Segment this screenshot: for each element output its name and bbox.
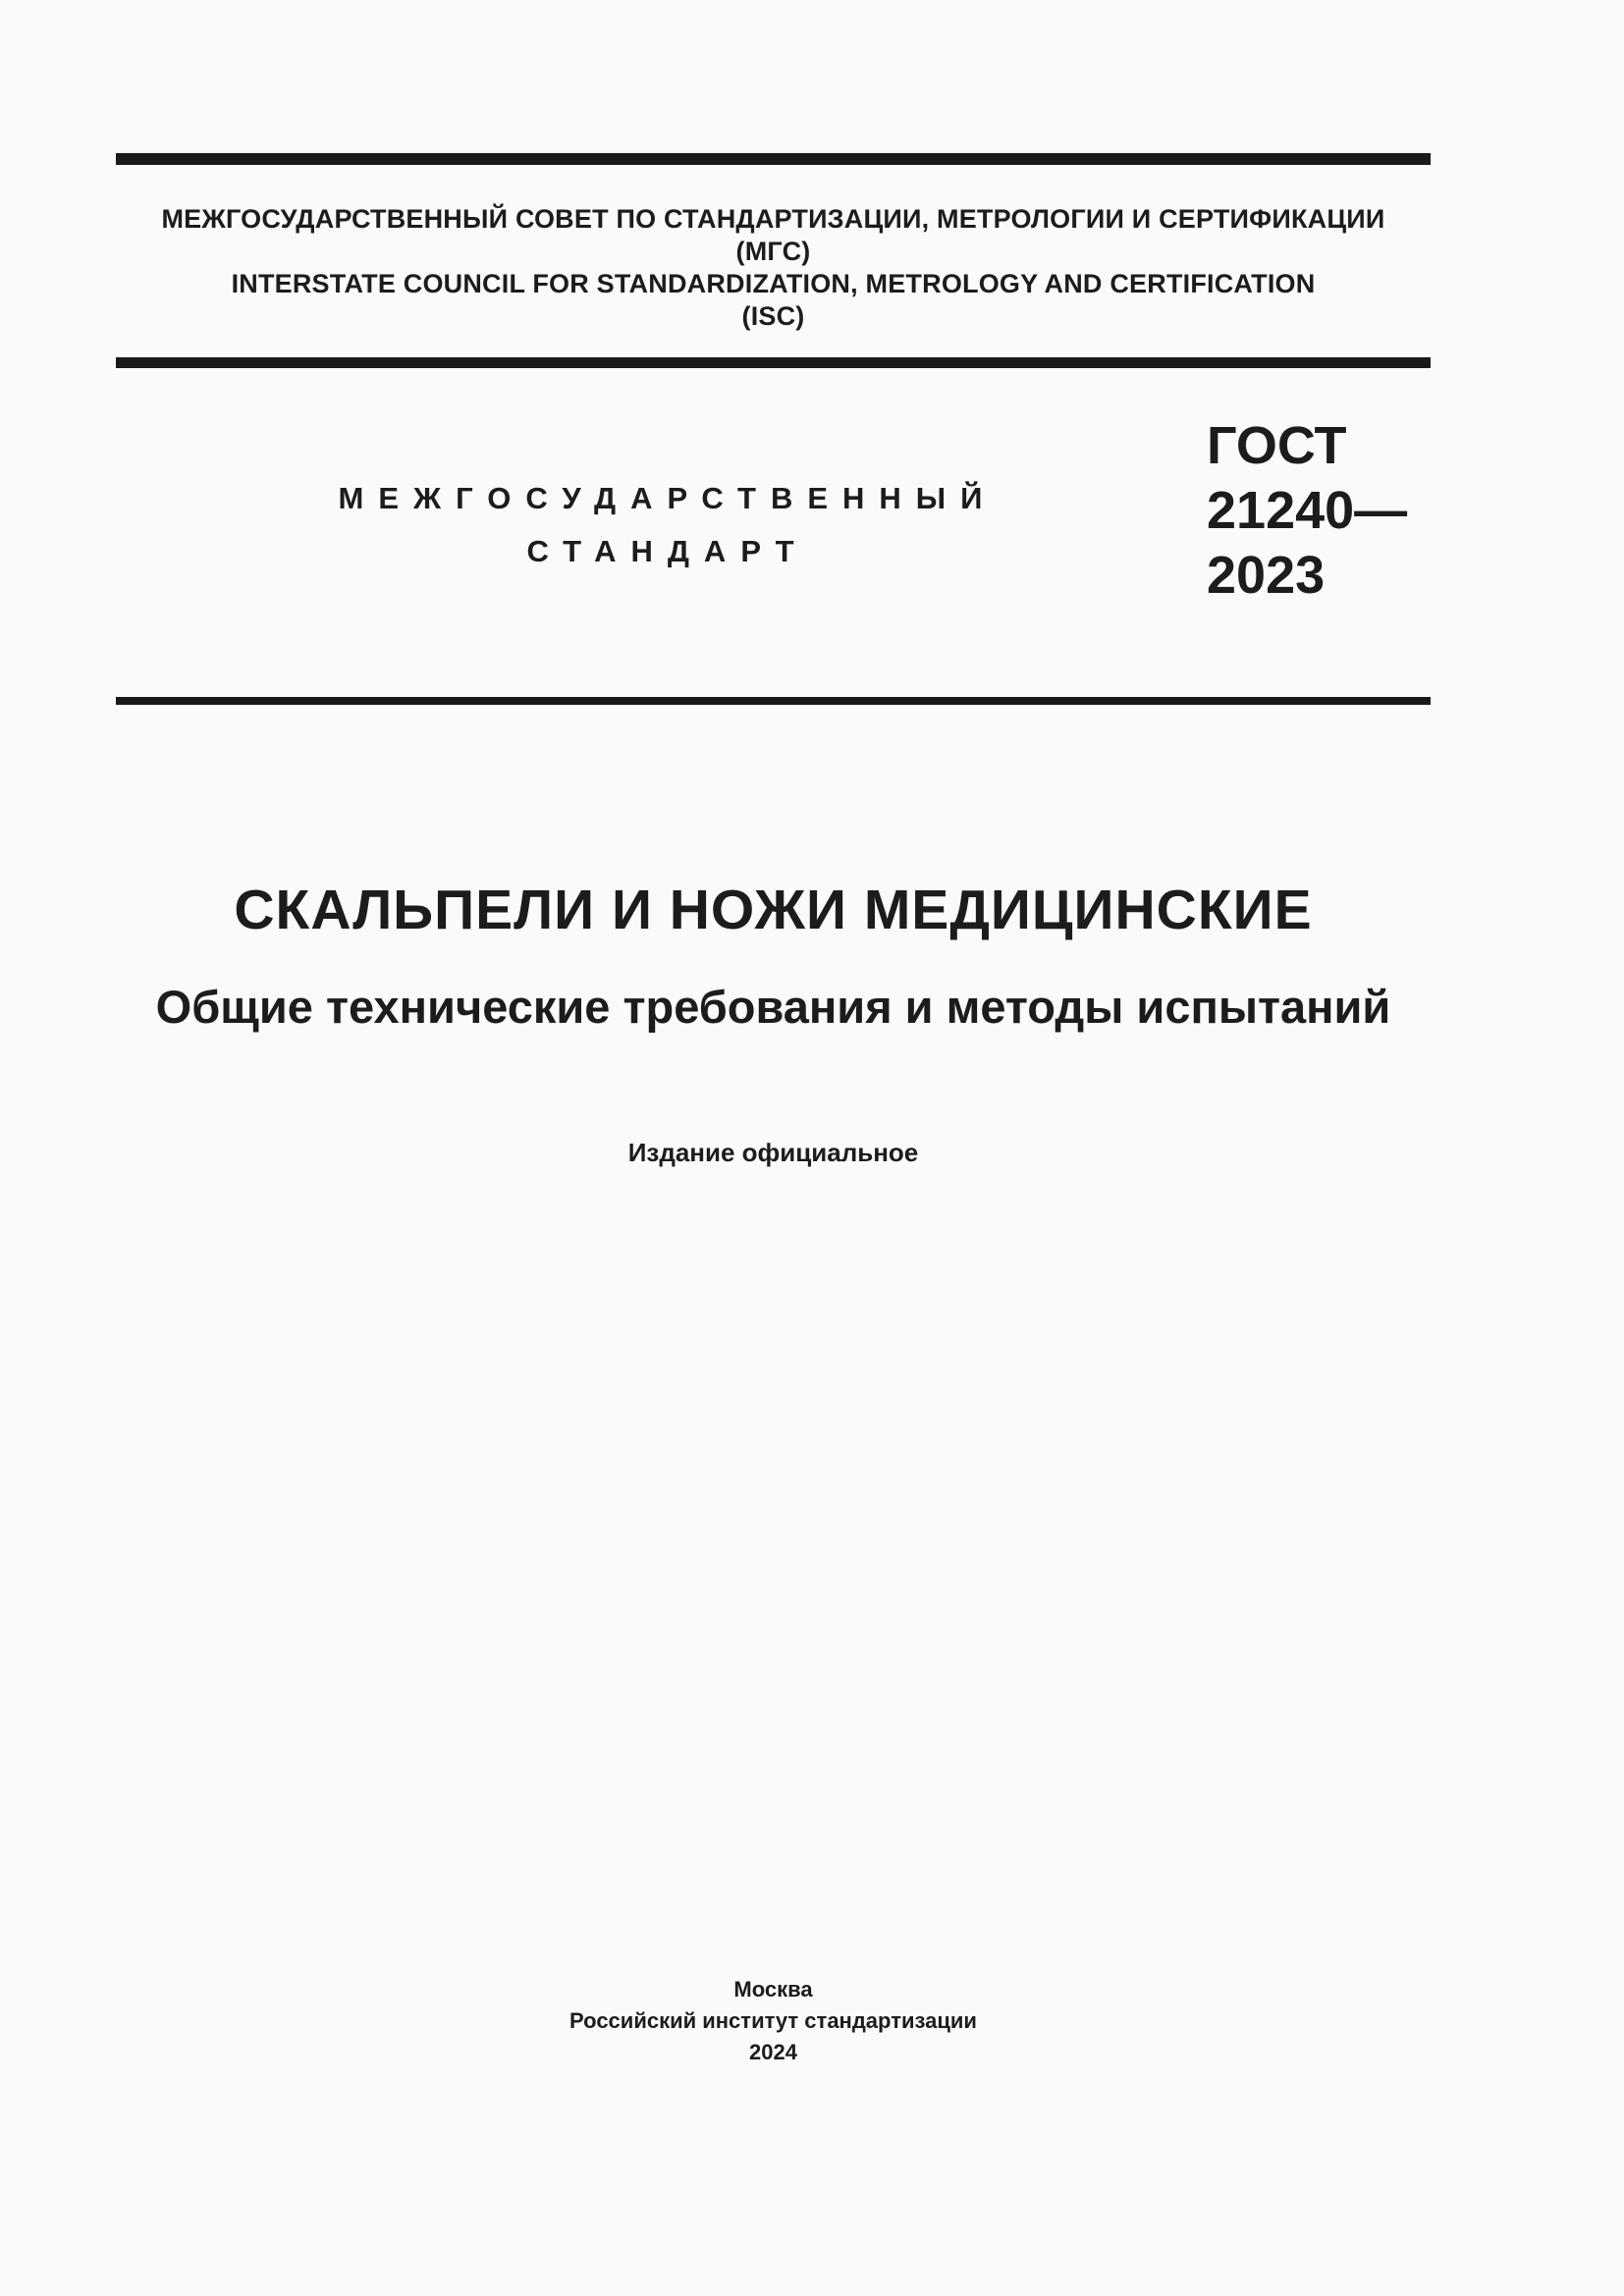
top-rule xyxy=(116,153,1431,165)
imprint xyxy=(116,1974,1431,2068)
council-name-en: INTERSTATE COUNCIL FOR STANDARDIZATION, METROLOGY AND CERTIFICATION xyxy=(231,269,1316,298)
council-name-ru: МЕЖГОСУДАРСТВЕННЫЙ СОВЕТ ПО СТАНДАРТИЗАЦИИ, МЕТРОЛОГИИ И СЕРТИФИКАЦИИ xyxy=(161,204,1385,234)
middle-rule xyxy=(116,357,1431,368)
imprint-year: 2024 xyxy=(749,2040,797,2064)
document-title: СКАЛЬПЕЛИ И НОЖИ МЕДИЦИНСКИЕ xyxy=(234,879,1313,941)
edition-note: Издание официальное xyxy=(627,1138,919,1167)
document-subtitle: Общие технические требования и методы испытаний xyxy=(155,981,1391,1033)
designation-year: 2023 xyxy=(1207,546,1326,605)
lower-rule xyxy=(116,697,1431,705)
imprint-publisher: Российский институт стандартизации xyxy=(569,2008,977,2033)
standard-kind xyxy=(275,472,1060,578)
imprint-city: Москва xyxy=(733,1977,813,2002)
standard-designation xyxy=(1207,413,1407,608)
designation-number: 21240— xyxy=(1207,481,1408,540)
council-abbr-ru: (МГС) xyxy=(735,237,811,266)
designation-prefix: ГОСТ xyxy=(1207,416,1347,475)
standard-kind-line2: СТАНДАРТ xyxy=(526,534,809,568)
council-header xyxy=(116,203,1431,333)
council-abbr-en: (ISC) xyxy=(741,301,805,331)
standard-kind-line1: МЕЖГОСУДАРСТВЕННЫЙ xyxy=(338,481,998,515)
